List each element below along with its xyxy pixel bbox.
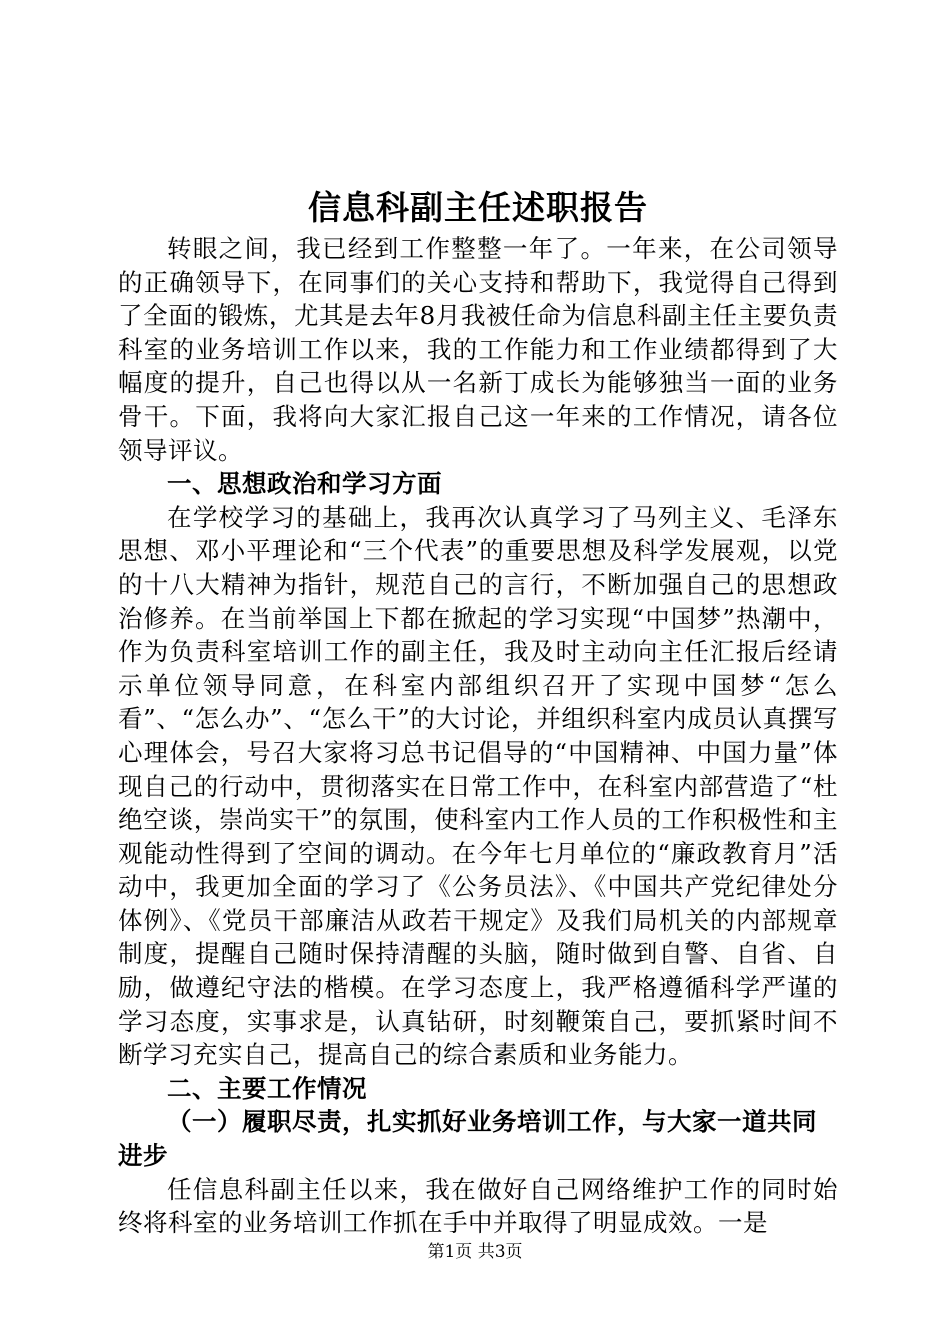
subsection-heading-2-1: （一）履职尽责，扎实抓好业务培训工作，与大家一道共同进步 (118, 1107, 817, 1171)
section-2-paragraph: 任信息科副主任以来，我在做好自己网络维护工作的同时始终将科室的业务培训工作抓在手中并取得了明显成效。一是 (118, 1174, 838, 1238)
document-body (118, 186, 838, 1240)
document-title: 信息科副主任述职报告 (308, 188, 648, 227)
intro-paragraph: 转眼之间，我已经到工作整整一年了。一年来，在公司领导的正确领导下，在同事们的关心支持和帮助下，我觉得自己得到了全面的锻炼，尤其是去年8月我被任命为信息科副主任主要负责科室的业务培训工作以来，我的工作能力和工作业绩都得到了大幅度的提升，自己也得以从一名新丁成长为能够独当一面的业务骨干。下面，我将向大家汇报自己这一年来的工作情况，请各位领导评议。 (118, 234, 838, 465)
section-heading-1: 一、思想政治和学习方面 (167, 469, 442, 499)
section-heading-2: 二、主要工作情况 (167, 1073, 367, 1103)
section-1-paragraph: 在学校学习的基础上，我再次认真学习了马列主义、毛泽东思想、邓小平理论和“三个代表”的重要思想及科学发展观，以党的十八大精神为指针，规范自己的言行，不断加强自己的思想政治修养。在当前举国上下都在掀起的学习实现“中国梦”热潮中，作为负责科室培训工作的副主任，我及时主动向主任汇报后经请示单位领导同意，在科室内部组织召开了实现中国梦“怎么看”、“怎么办”、“怎么干”的大讨论，并组织科室内成员认真撰写心理体会，号召大家将习总书记倡导的“中国精神、中国力量”体现自己的行动中，贯彻落实在日常工作中，在科室内部营造了“杜绝空谈，崇尚实干”的氛围，使科室内工作人员的工作积极性和主观能动性得到了空间的调动。在今年七月单位的“廉政教育月”活动中，我更加全面的学习了《公务员法》、《中国共产党纪律处分体例》、《党员干部廉洁从政若干规定》及我们局机关的内部规章制度，提醒自己随时保持清醒的头脑，随时做到自警、自省、自励，做遵纪守法的楷模。在学习态度上，我严格遵循科学严谨的学习态度，实事求是，认真钻研，时刻鞭策自己，要抓紧时间不断学习充实自己，提高自己的综合素质和业务能力。 (118, 502, 838, 1070)
page-footer: 第1页 共3页 (427, 1242, 523, 1262)
